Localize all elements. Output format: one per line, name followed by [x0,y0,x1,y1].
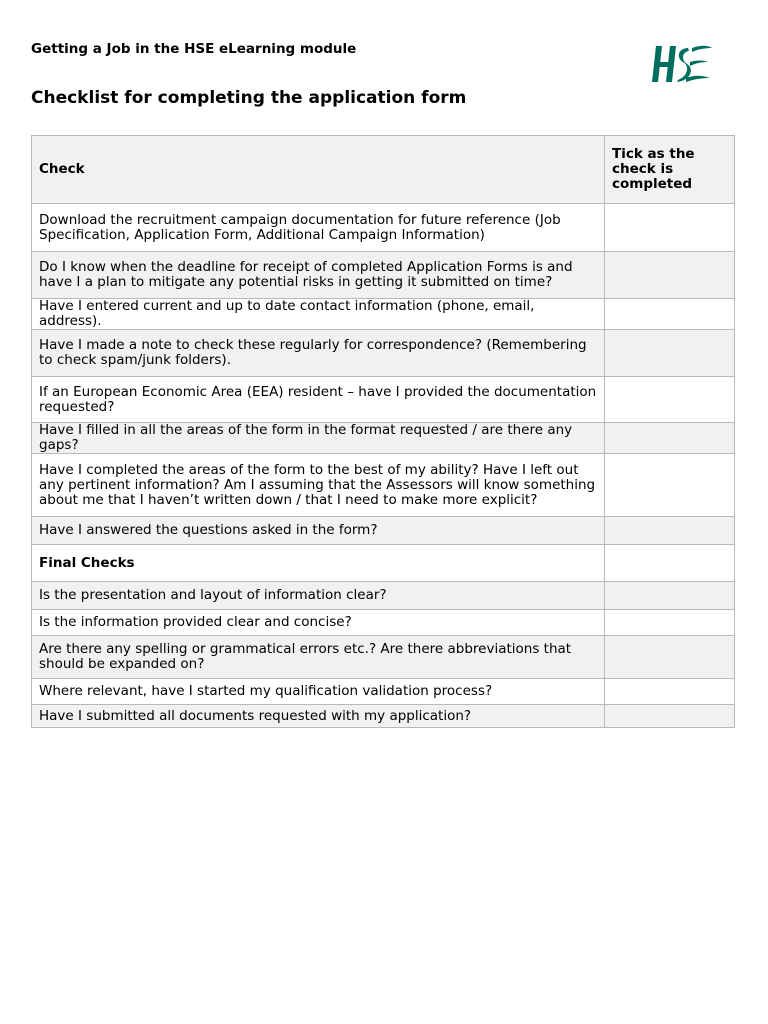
tick-cell[interactable] [605,299,735,330]
check-text: Have I submitted all documents requested with my application? [32,705,605,728]
table-row [32,582,735,610]
table-row [32,454,735,517]
table-row [32,705,735,728]
tick-cell[interactable] [605,454,735,517]
check-text: Is the information provided clear and concise? [32,610,605,636]
tick-cell[interactable] [605,610,735,636]
checklist-table [31,135,735,728]
check-text: Have I completed the areas of the form to the best of my ability? Have I left out any pertinent information? Am I assuming that the Assessors will know something about me that I haven’t written down / that I need to make more explicit? [32,454,605,517]
table-row [32,330,735,377]
check-text: Is the presentation and layout of information clear? [32,582,605,610]
tick-cell[interactable] [605,330,735,377]
check-text: Have I made a note to check these regularly for correspondence? (Remembering to check spam/junk folders). [32,330,605,377]
tick-cell[interactable] [605,705,735,728]
check-text: Download the recruitment campaign documentation for future reference (Job Specification, Application Form, Additional Campaign Information) [32,204,605,252]
check-text: Have I filled in all the areas of the form in the format requested / are there any gaps? [32,423,605,454]
table-row [32,636,735,679]
table-row [32,204,735,252]
table-row [32,252,735,299]
table-header-row [32,136,735,204]
document-subtitle: Getting a Job in the HSE eLearning module [31,41,357,57]
table-row-section [32,545,735,582]
tick-cell[interactable] [605,204,735,252]
table-row [32,679,735,705]
header-check: Check [32,136,605,204]
check-text: Where relevant, have I started my qualification validation process? [32,679,605,705]
tick-cell[interactable] [605,545,735,582]
table-row [32,299,735,330]
table-row [32,610,735,636]
table-row [32,423,735,454]
tick-cell[interactable] [605,582,735,610]
check-text: Do I know when the deadline for receipt of completed Application Forms is and have I a plan to mitigate any potential risks in getting it submitted on time? [32,252,605,299]
tick-cell[interactable] [605,636,735,679]
tick-cell[interactable] [605,377,735,423]
tick-cell[interactable] [605,423,735,454]
check-text: Have I answered the questions asked in the form? [32,517,605,545]
tick-cell[interactable] [605,679,735,705]
tick-cell[interactable] [605,252,735,299]
check-text: Have I entered current and up to date contact information (phone, email, address). [32,299,605,330]
header-tick: Tick as the check is completed [605,136,735,204]
check-text: Are there any spelling or grammatical errors etc.? Are there abbreviations that should be expanded on? [32,636,605,679]
table-row [32,377,735,423]
table-row [32,517,735,545]
hse-logo [648,40,714,86]
tick-cell[interactable] [605,517,735,545]
hse-logo-icon [648,40,714,86]
section-heading: Final Checks [32,545,605,582]
check-text: If an European Economic Area (EEA) resident – have I provided the documentation requested? [32,377,605,423]
document-title: Checklist for completing the application form [31,88,467,108]
